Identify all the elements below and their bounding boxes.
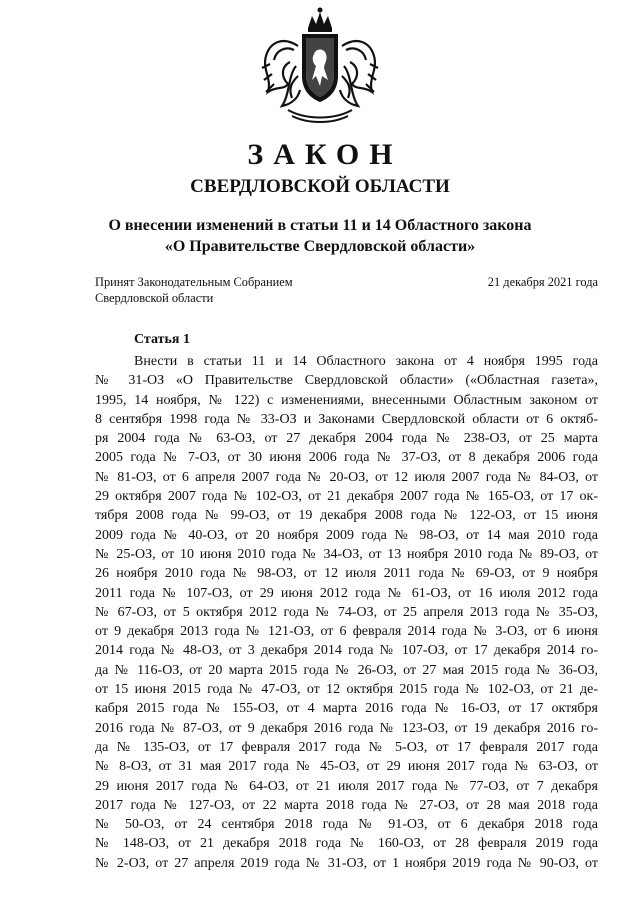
- body-line: от 9 декабря 2013 года № 121-ОЗ, от 6 февраля 2014 года № 3-ОЗ, от 6 июня: [95, 624, 598, 640]
- document-type-title: ЗАКОН: [247, 138, 403, 171]
- body-line: тября 2008 года № 99-ОЗ, от 19 декабря 2008 года № 122-ОЗ, от 15 июня: [95, 508, 598, 524]
- law-subject: [40, 215, 600, 257]
- adoption-date: 21 декабря 2021 года: [487, 275, 598, 289]
- body-line: № 25-ОЗ, от 10 июня 2010 года № 34-ОЗ, от 13 ноября 2010 года № 89-ОЗ, от: [95, 546, 598, 562]
- body-line: да № 135-ОЗ, от 17 февраля 2017 года № 5-ОЗ, от 17 февраля 2017 года: [95, 739, 598, 755]
- body-line: № 67-ОЗ, от 5 октября 2012 года № 74-ОЗ, от 25 апреля 2013 года № 35-ОЗ,: [95, 604, 598, 620]
- left-griffin-icon: [262, 41, 300, 106]
- subject-line: О внесении изменений в статьи 11 и 14 Областного закона: [108, 217, 532, 234]
- body-line: 2005 года № 7-ОЗ, от 30 июня 2006 года № 37-ОЗ, от 8 декабря 2006 года: [95, 450, 598, 466]
- adoption-line: Свердловской области: [95, 291, 214, 305]
- body-line: 2009 года № 40-ОЗ, от 20 ноября 2009 года № 98-ОЗ, от 14 мая 2010 года: [95, 527, 598, 543]
- crown-icon: [308, 8, 332, 33]
- body-line: 29 июня 2017 года № 64-ОЗ, от 21 июля 2017 года № 77-ОЗ, от 7 декабря: [95, 778, 598, 794]
- article-heading: Статья 1: [134, 332, 190, 347]
- body-line: кабря 2015 года № 155-ОЗ, от 4 марта 2016 года № 16-ОЗ, от 17 октября: [95, 701, 598, 717]
- body-line: 29 октября 2007 года № 102-ОЗ, от 21 декабря 2007 года № 165-ОЗ, от 17 ок-: [95, 489, 598, 505]
- adoption-note: [95, 274, 293, 306]
- issuing-region: СВЕРДЛОВСКОЙ ОБЛАСТИ: [190, 176, 450, 197]
- ribbon-icon: [288, 110, 352, 122]
- coat-of-arms-emblem: [258, 6, 382, 124]
- body-line: да № 116-ОЗ, от 20 марта 2015 года № 26-ОЗ, от 27 мая 2015 года № 36-ОЗ,: [95, 662, 598, 678]
- body-line: № 31-ОЗ «О Правительстве Свердловской области» («Областная газета»,: [95, 373, 598, 389]
- body-line: ря 2004 года № 63-ОЗ, от 27 декабря 2004 года № 238-ОЗ, от 25 марта: [95, 431, 598, 447]
- body-line: № 81-ОЗ, от 6 апреля 2007 года № 20-ОЗ, от 12 июля 2007 года № 84-ОЗ, от: [95, 469, 598, 485]
- body-line: № 148-ОЗ, от 21 декабря 2018 года № 160-ОЗ, от 28 февраля 2019 года: [95, 836, 598, 852]
- subject-line: «О Правительстве Свердловской области»: [164, 238, 476, 255]
- body-line: № 8-ОЗ, от 31 мая 2017 года № 45-ОЗ, от 29 июня 2017 года № 63-ОЗ, от: [95, 759, 598, 775]
- body-line: № 50-ОЗ, от 24 сентября 2018 года № 91-ОЗ, от 6 декабря 2018 года: [95, 817, 598, 833]
- body-line: 2014 года № 48-ОЗ, от 3 декабря 2014 года № 107-ОЗ, от 17 декабря 2014 го-: [95, 643, 598, 659]
- adoption-line: Принят Законодательным Собранием: [95, 275, 293, 289]
- body-line: 26 ноября 2010 года № 98-ОЗ, от 12 июля 2011 года № 69-ОЗ, от 9 ноября: [95, 566, 598, 582]
- body-line: 2017 года № 127-ОЗ, от 22 марта 2018 года № 27-ОЗ, от 28 мая 2018 года: [95, 797, 598, 813]
- body-line: № 2-ОЗ, от 27 апреля 2019 года № 31-ОЗ, от 1 ноября 2019 года № 90-ОЗ, от: [95, 855, 598, 871]
- body-line: 8 сентября 1998 года № 33-ОЗ и Законами Свердловской области от 6 октяб-: [95, 411, 598, 427]
- right-griffin-icon: [340, 41, 378, 106]
- body-line: 2011 года № 107-ОЗ, от 29 июня 2012 года № 61-ОЗ, от 16 июля 2012 года: [95, 585, 598, 601]
- shield-icon: [302, 34, 338, 102]
- body-line: 2016 года № 87-ОЗ, от 9 декабря 2016 года № 123-ОЗ, от 19 декабря 2016 го-: [95, 720, 598, 736]
- body-line: от 15 июня 2015 года № 47-ОЗ, от 12 октября 2015 года № 102-ОЗ, от 21 де-: [95, 682, 598, 698]
- body-line: Внести в статьи 11 и 14 Областного закона от 4 ноября 1995 года: [134, 354, 598, 369]
- body-line: 1995, 14 ноября, № 122) с изменениями, внесенными Областным законом от: [95, 392, 598, 408]
- article-body: [95, 352, 598, 873]
